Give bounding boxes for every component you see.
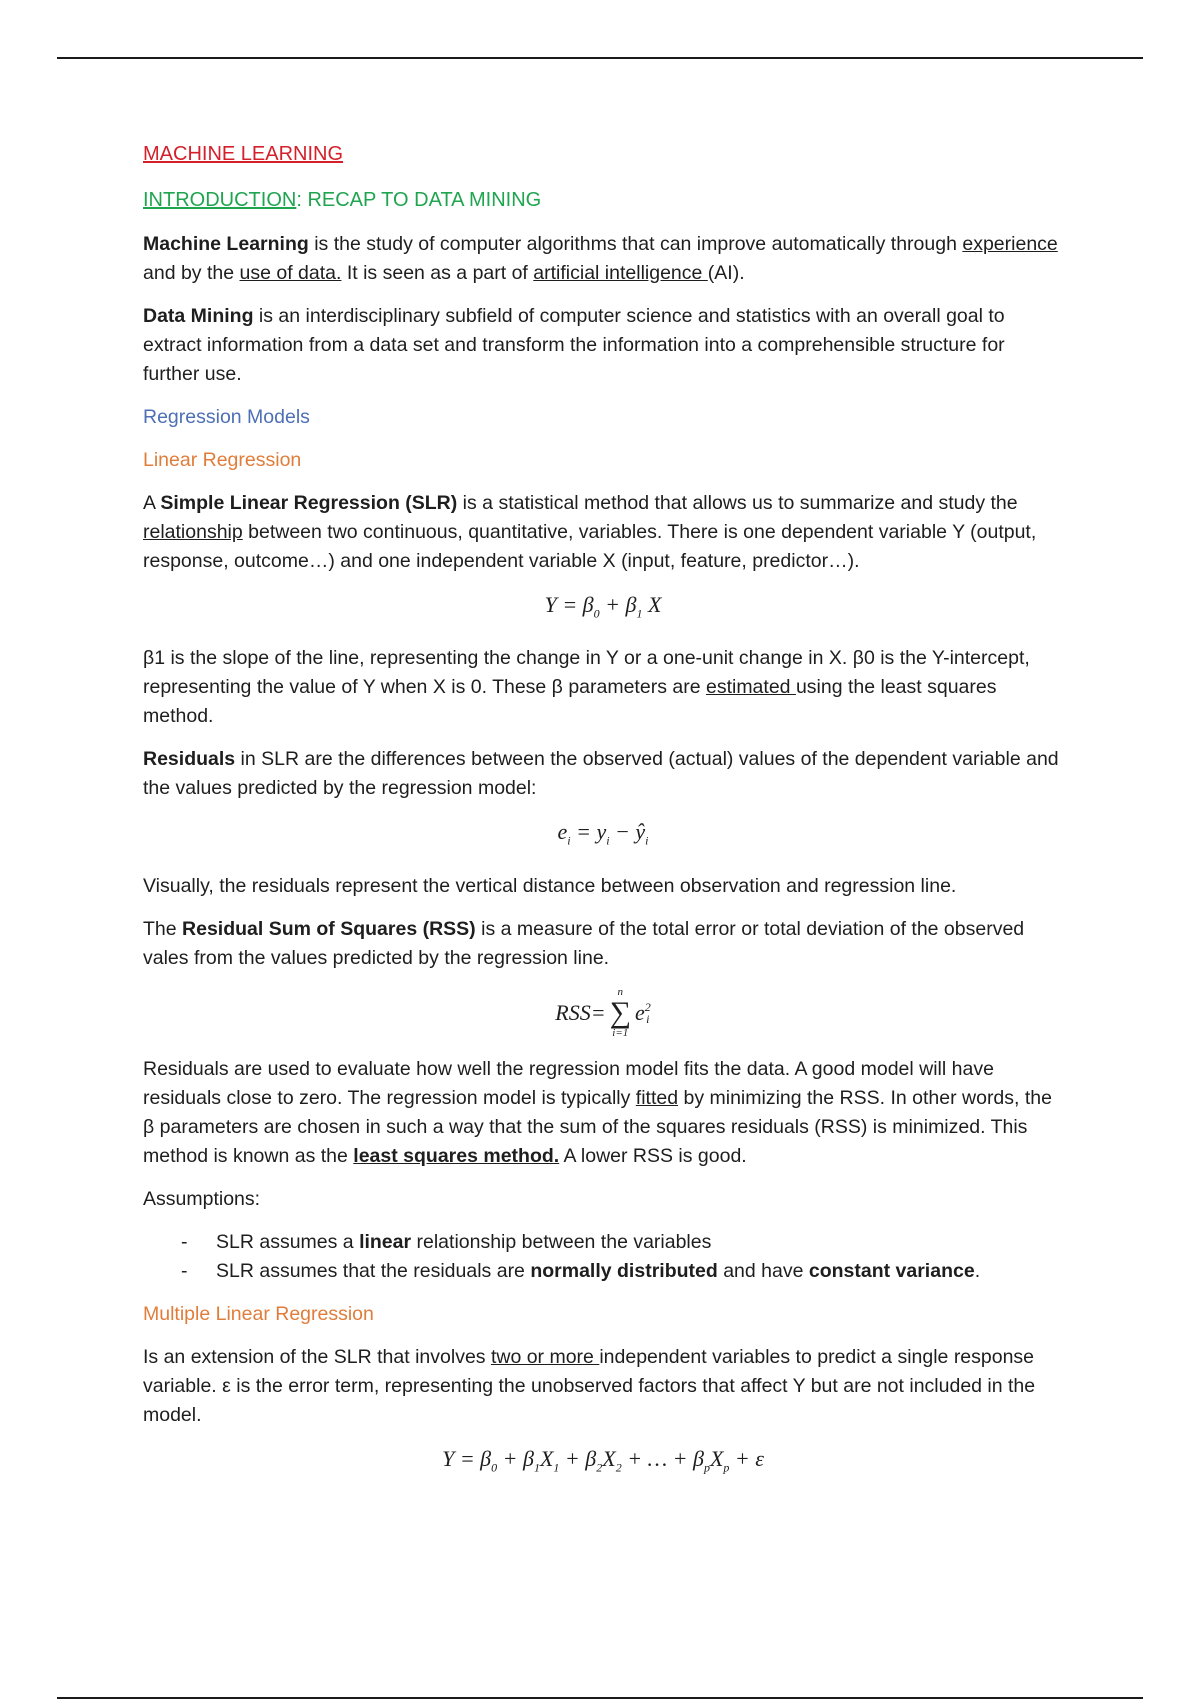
eq4-sub0: 0: [491, 1460, 498, 1475]
beta-underline-1: estimated: [705, 676, 796, 699]
sigma-operator: [610, 987, 631, 1039]
beta-text-2: using the least squares method.: [143, 676, 997, 728]
dm-definition: [143, 302, 1063, 389]
eq4-sub-b1: 1: [533, 1460, 540, 1475]
fit-bold-underline: least squares method.: [353, 1144, 560, 1167]
top-rule: [57, 57, 1143, 59]
ml-text-2: and by the: [143, 262, 240, 284]
equation-rss: [143, 987, 1063, 1039]
assumption-text: SLR assumes that the residuals are: [216, 1259, 531, 1282]
eq4-beta2: β: [585, 1445, 597, 1471]
visual-paragraph: Visually, the residuals represent the vertical distance between observation and regression line.: [143, 874, 957, 897]
ml-underline-1: experience: [962, 233, 1058, 255]
ml-underline-3: artificial intelligence: [533, 262, 708, 284]
multi-heading: Multiple Linear Regression: [143, 1302, 374, 1325]
sigma-symbol: ∑: [609, 995, 631, 1029]
document-title: MACHINE LEARNING: [143, 143, 344, 165]
rss-text: is a measure of the total error or total deviation of the observed vales from the values predicted by the regression line.: [143, 917, 1025, 969]
eq1-beta1: β: [625, 592, 637, 617]
eq4-plus: +: [729, 1445, 756, 1471]
intro-heading: [143, 186, 1063, 215]
eq3-sub: i: [646, 1011, 650, 1026]
eq1-lhs: Y: [544, 592, 557, 617]
slr-text-a: A: [143, 492, 161, 514]
regression-heading: Regression Models: [143, 406, 310, 428]
eq1-beta0: β: [582, 592, 594, 617]
eq3-lhs: RSS: [555, 1000, 591, 1026]
beta-paragraph: [143, 644, 1063, 731]
eq4-lhs: Y: [442, 1445, 455, 1471]
assumption-text: SLR assumes a: [216, 1230, 360, 1253]
eq4-sub-x1: 1: [553, 1460, 560, 1475]
eq4-sub-xp: p: [723, 1460, 730, 1475]
ml-text-4: (AI).: [707, 262, 745, 284]
fit-underline-1: fitted: [635, 1086, 679, 1109]
equation-mlr: [143, 1444, 1063, 1482]
eq4-x1: X: [539, 1445, 554, 1471]
assumption-bold: linear: [359, 1230, 412, 1253]
beta-text-1: β1 is the slope of the line, representing the change in Y or a one-unit change in X. β0 is the Y-intercept, representing the value of Y when X is 0. These β parameters are: [143, 647, 1030, 699]
eq4-sub-b2: 2: [596, 1460, 603, 1475]
eq4-sub-x2: 2: [615, 1460, 622, 1475]
ml-term: Machine Learning: [143, 233, 309, 255]
multi-underline-1: two or more: [490, 1345, 600, 1368]
list-item: [181, 1257, 1063, 1286]
document-page: [143, 140, 1063, 1498]
eq4-beta0: β: [480, 1445, 492, 1471]
eq2-minus: −: [609, 819, 636, 845]
dm-term: Data Mining: [143, 305, 254, 327]
linear-heading: Linear Regression: [143, 449, 302, 471]
ml-text-3: It is seen as a part of: [341, 262, 534, 284]
eq1-sub0: 0: [593, 606, 600, 621]
multi-text-2: independent variables to predict a single response variable. ε is the error term, representing the unobserved factors that affect Y but are not included in the model.: [143, 1345, 1036, 1426]
ml-text-1: is the study of computer algorithms that can improve automatically through: [308, 233, 963, 255]
eq2-yhat: ŷ: [635, 819, 646, 845]
residuals-text: in SLR are the differences between the observed (actual) values of the dependent variable and the values predicted by the regression model:: [143, 748, 1059, 800]
eq4-xp: X: [709, 1445, 724, 1471]
eq3-equals: =: [590, 1000, 606, 1026]
rss-term: Residual Sum of Squares (RSS): [182, 917, 476, 940]
slr-term: Simple Linear Regression (SLR): [160, 492, 458, 514]
dm-text: is an interdisciplinary subfield of computer science and statistics with an overall goal to extract information from a data set and transform the information into a comprehensible structure for further use.: [143, 305, 1005, 385]
eq4-x2: X: [602, 1445, 616, 1471]
assumption-bold: constant variance: [808, 1259, 975, 1282]
sigma-upper: n: [617, 985, 624, 998]
assumption-text: and have: [717, 1259, 809, 1282]
ml-definition: [143, 230, 1063, 288]
fit-paragraph: [143, 1055, 1063, 1171]
intro-heading-rest: : RECAP TO DATA MINING: [296, 189, 542, 211]
eq1-sub1: 1: [636, 606, 643, 621]
eq1-x: X: [642, 592, 662, 617]
multi-paragraph: [143, 1343, 1063, 1430]
eq4-plus: +: [621, 1445, 648, 1471]
eq4-sub-bp: p: [703, 1460, 710, 1475]
intro-heading-underlined: INTRODUCTION: [143, 189, 297, 211]
eq3-sup: 2: [644, 999, 651, 1014]
rss-formula: [555, 987, 650, 1039]
eq4-epsilon: ε: [755, 1445, 764, 1471]
eq4-plus: +: [559, 1445, 586, 1471]
equation-slr: [143, 590, 1063, 628]
eq4-plus: +: [667, 1445, 693, 1471]
slr-text-1: is a statistical method that allows us to summarize and study the: [457, 492, 1018, 514]
assumptions-label: Assumptions:: [143, 1187, 261, 1210]
bottom-rule: [57, 1697, 1143, 1699]
eq4-equals: =: [454, 1445, 481, 1471]
slr-text-2: between two continuous, quantitative, variables. There is one dependent variable Y (output, response, outcome…) and one independent variable X (input, feature, predictor…).: [143, 521, 1037, 572]
list-item: [181, 1228, 1063, 1257]
eq2-sub-e: i: [567, 833, 571, 848]
residuals-paragraph: [143, 745, 1063, 803]
ml-underline-2: use of data.: [239, 262, 342, 284]
assumption-text: relationship between the variables: [411, 1230, 712, 1253]
slr-underline-1: relationship: [143, 521, 243, 543]
eq2-e: e: [557, 819, 568, 845]
equation-residual: [143, 817, 1063, 855]
rss-paragraph: [143, 915, 1063, 973]
residuals-term: Residuals: [143, 748, 236, 771]
rss-text-0: The: [143, 917, 183, 940]
fit-text-1: Residuals are used to evaluate how well the regression model fits the data. A good model will have residuals close to zero. The regression model is typically: [143, 1057, 994, 1109]
eq2-equals: =: [570, 819, 597, 845]
eq2-sub-yhat: i: [645, 833, 649, 848]
assumption-bold: normally distributed: [530, 1259, 718, 1282]
assumption-text: .: [974, 1259, 981, 1282]
eq2-sub-y: i: [606, 833, 610, 848]
multi-text-1: Is an extension of the SLR that involves: [143, 1345, 491, 1368]
eq1-plus: +: [599, 592, 626, 617]
eq4-beta1: β: [523, 1445, 534, 1471]
assumptions-list: [143, 1228, 1063, 1286]
fit-text-2: by minimizing the RSS. In other words, the β parameters are chosen in such a way that the sum of the squares residuals (RSS) is minimized. This method is known as the: [143, 1086, 1052, 1167]
eq1-equals: =: [556, 592, 583, 617]
sigma-lower: i=1: [612, 1026, 629, 1039]
eq3-e: e: [634, 1000, 645, 1026]
eq4-dots: …: [647, 1445, 668, 1471]
slr-paragraph: [143, 489, 1063, 576]
eq4-plus: +: [497, 1445, 523, 1471]
eq3-scripts: [645, 1001, 651, 1025]
eq4-betap: β: [692, 1445, 704, 1471]
eq2-y: y: [596, 819, 607, 845]
fit-text-3: A lower RSS is good.: [559, 1144, 747, 1167]
